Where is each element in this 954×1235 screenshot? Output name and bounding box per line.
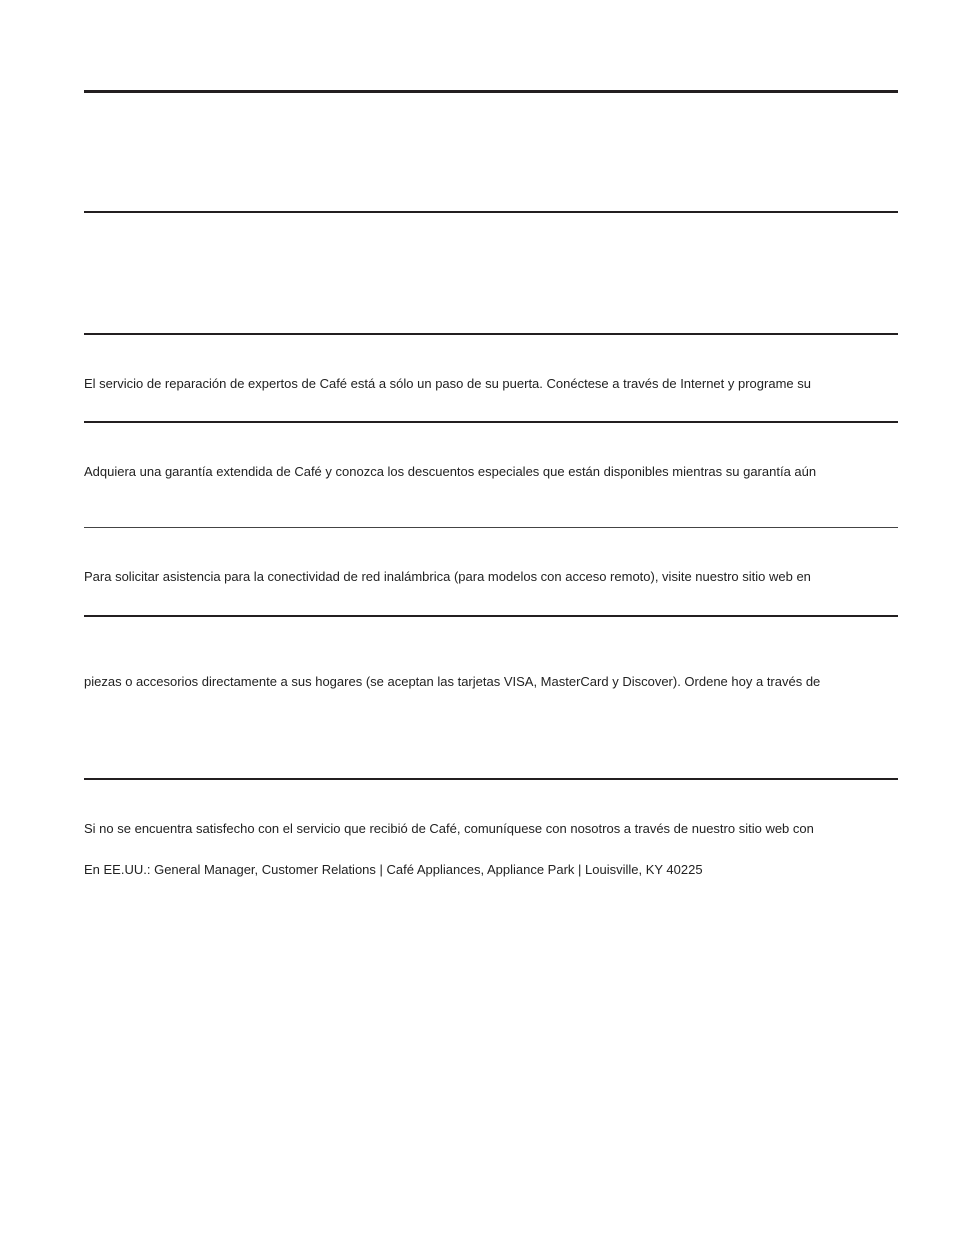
repair-service-paragraph: El servicio de reparación de expertos de Café está a sólo un paso de su puerta. Conéctese a través de Internet y programe su	[84, 376, 811, 391]
parts-accessories-paragraph: piezas o accesorios directamente a sus hogares (se aceptan las tarjetas VISA, MasterCard y Discover). Ordene hoy a través de	[84, 674, 821, 689]
extended-warranty-paragraph: Adquiera una garantía extendida de Café y conozca los descuentos especiales que están disponibles mientras su garantía aún	[84, 464, 817, 479]
mailing-address: En EE.UU.: General Manager, Customer Relations | Café Appliances, Appliance Park | Louisville, KY 40225	[84, 862, 703, 877]
connectivity-paragraph: Para solicitar asistencia para la conectividad de red inalámbrica (para modelos con acceso remoto), visite nuestro sitio web en	[84, 569, 811, 584]
section-divider	[84, 615, 898, 617]
section-divider	[84, 778, 898, 780]
section-divider	[84, 421, 898, 423]
contact-us-paragraph: Si no se encuentra satisfecho con el servicio que recibió de Café, comuníquese con nosotros a través de nuestro sitio web con	[84, 821, 814, 836]
section-divider	[84, 211, 898, 213]
section-divider	[84, 333, 898, 335]
section-divider	[84, 90, 898, 93]
section-divider	[84, 527, 898, 528]
